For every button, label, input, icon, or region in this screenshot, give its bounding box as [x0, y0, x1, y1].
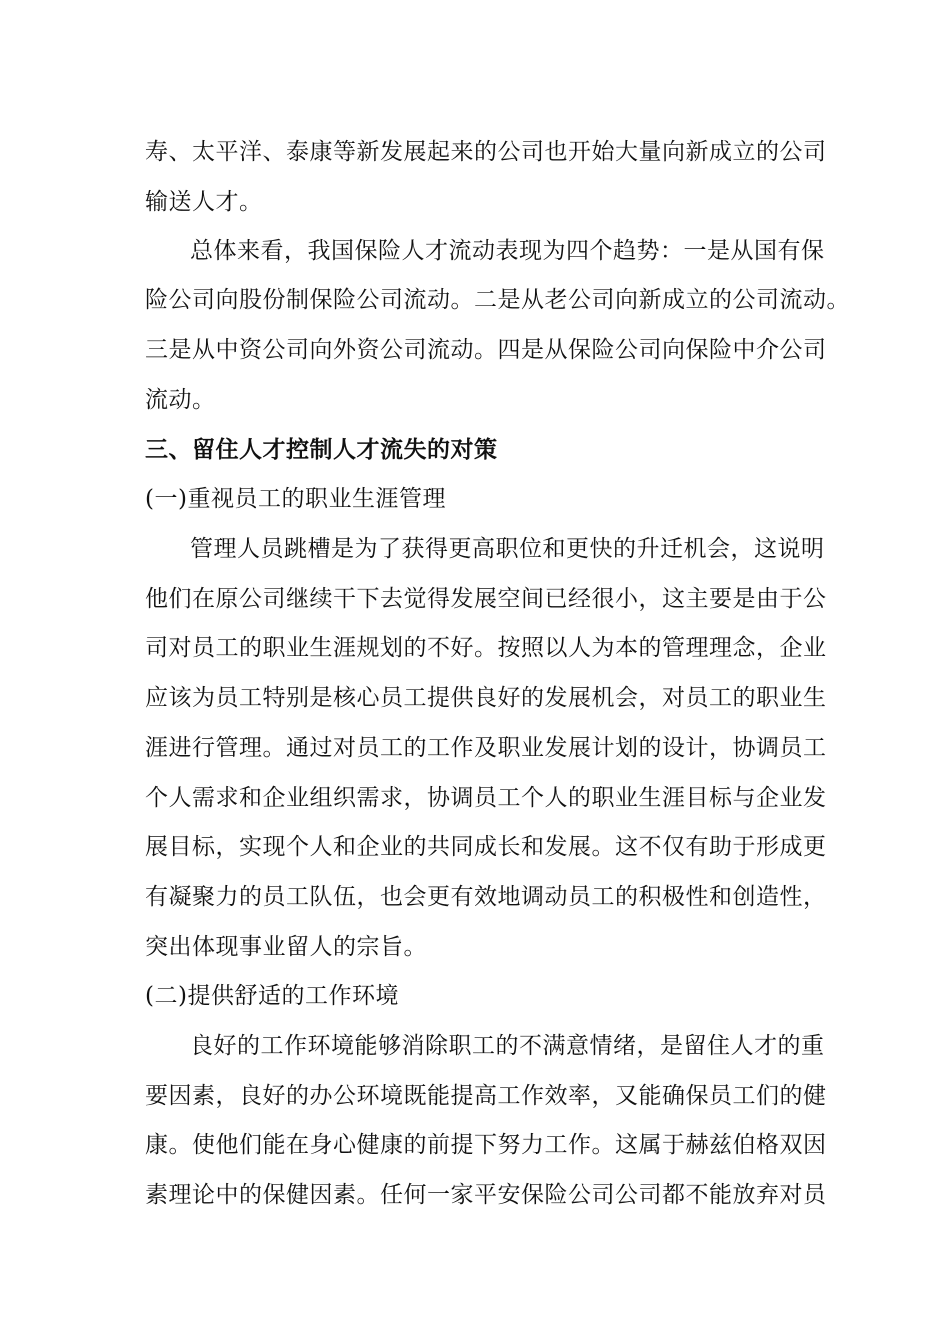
paragraph-line: 流动。: [145, 387, 216, 413]
paragraph-line: 司对员工的职业生涯规划的不好。按照以人为本的管理理念，企业: [145, 635, 827, 661]
paragraph-line: 有凝聚力的员工队伍，也会更有效地调动员工的积极性和创造性，: [145, 884, 827, 910]
paragraph-line: 素理论中的保健因素。任何一家平安保险公司公司都不能放弃对员: [145, 1182, 827, 1208]
paragraph-line: 康。使他们能在身心健康的前提下努力工作。这属于赫兹伯格双因: [145, 1132, 827, 1158]
subsection-heading: (二)提供舒适的工作环境: [145, 983, 399, 1009]
subsection-heading: (一)重视员工的职业生涯管理: [145, 486, 446, 512]
paragraph-line: 寿、太平洋、泰康等新发展起来的公司也开始大量向新成立的公司: [145, 139, 827, 165]
paragraph-line: 突出体现事业留人的宗旨。: [145, 934, 427, 960]
paragraph-line: 涯进行管理。通过对员工的工作及职业发展计划的设计，协调员工: [145, 735, 827, 761]
paragraph-line: 他们在原公司继续干下去觉得发展空间已经很小，这主要是由于公: [145, 586, 827, 612]
paragraph-line: 总体来看，我国保险人才流动表现为四个趋势：一是从国有保: [190, 238, 825, 264]
paragraph-line: 个人需求和企业组织需求，协调员工个人的职业生涯目标与企业发: [145, 785, 827, 811]
paragraph-line: 险公司向股份制保险公司流动。二是从老公司向新成立的公司流动。: [145, 287, 850, 313]
paragraph-line: 良好的工作环境能够消除职工的不满意情绪，是留住人才的重: [190, 1033, 825, 1059]
paragraph-line: 管理人员跳槽是为了获得更高职位和更快的升迁机会，这说明: [190, 536, 825, 562]
paragraph-line: 输送人才。: [145, 189, 263, 215]
paragraph-line: 展目标，实现个人和企业的共同成长和发展。这不仅有助于形成更: [145, 834, 827, 860]
section-heading: 三、留住人才控制人才流失的对策: [145, 436, 498, 463]
paragraph-line: 三是从中资公司向外资公司流动。四是从保险公司向保险中介公司: [145, 337, 827, 363]
paragraph-line: 应该为员工特别是核心员工提供良好的发展机会，对员工的职业生: [145, 685, 827, 711]
paragraph-line: 要因素，良好的办公环境既能提高工作效率，又能确保员工们的健: [145, 1083, 827, 1109]
